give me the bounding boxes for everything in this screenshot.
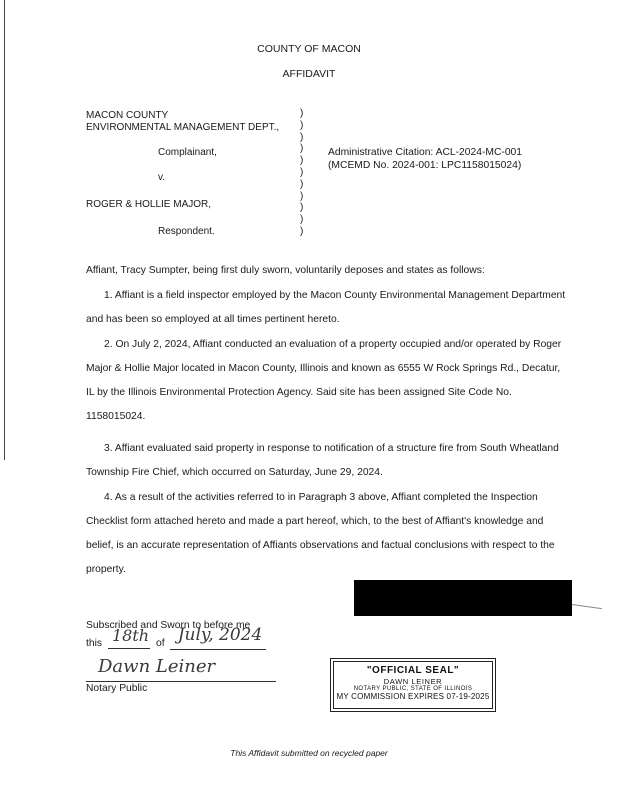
redacted-signature-block [354, 580, 572, 616]
handwritten-day: 18th [112, 626, 150, 645]
caption-paren: ) [300, 202, 304, 214]
recycled-paper-note: This Affidavit submitted on recycled paper [230, 748, 388, 758]
county-heading: COUNTY OF MACON [257, 43, 361, 55]
caption-paren: ) [300, 178, 304, 190]
subscribed-sworn-text: Subscribed and Sworn to before me [86, 620, 251, 631]
signature-line-tail [572, 604, 602, 609]
caption-paren: ) [300, 190, 304, 202]
this-label: this [86, 638, 103, 649]
respondent-name: ROGER & HOLLIE MAJOR, [86, 199, 212, 210]
caption-paren: ) [300, 155, 304, 167]
document-title: AFFIDAVIT [282, 68, 336, 80]
seal-title: "OFFICIAL SEAL" [366, 665, 460, 676]
notary-signature: Dawn Leiner [98, 656, 216, 677]
complainant-name-line1: MACON COUNTY [86, 110, 169, 121]
official-seal-stamp [330, 658, 496, 712]
seal-expiration: MY COMMISSION EXPIRES 07-19-2025 [336, 692, 490, 701]
versus-label: v. [158, 172, 166, 183]
caption-paren: ) [300, 108, 304, 119]
day-underline [108, 648, 150, 649]
caption-paren: ) [300, 214, 304, 226]
paragraph-3: 3. Affiant evaluated said property in response to notification of a structure fire from South Wheatland Township Fire Chief, which occurred on Saturday, June 29, 2024. [86, 443, 559, 478]
caption-paren: ) [300, 119, 304, 131]
caption-paren: ) [300, 166, 304, 178]
complainant-label: Complainant, [158, 147, 217, 158]
intro-paragraph: Affiant, Tracy Sumpter, being first duly sworn, voluntarily deposes and states as follows: [86, 265, 485, 276]
caption-paren: ) [300, 131, 304, 143]
respondent-label: Respondent. [158, 226, 215, 237]
citation-number: Administrative Citation: ACL-2024-MC-001 [328, 147, 523, 158]
complainant-name-line2: ENVIRONMENTAL MANAGEMENT DEPT., [86, 122, 280, 133]
handwritten-month-year: July, 2024 [177, 625, 263, 645]
notary-signature-line [86, 681, 276, 682]
caption-paren-column [300, 108, 303, 238]
notary-public-label: Notary Public [86, 683, 148, 694]
seal-state-line: NOTARY PUBLIC, STATE OF ILLINOIS [353, 686, 473, 692]
of-label: of [156, 638, 165, 649]
citation-reference: (MCEMD No. 2024-001: LPC1158015024) [328, 160, 522, 171]
paragraph-2: 2. On July 2, 2024, Affiant conducted an evaluation of a property occupied and/or operated by Roger Major & Hollie Major located in Macon County, Illinois and known as 6555 W Rock Springs Rd., Decatur, IL by the Illinois Environmental Protection Agency. Said site has been assigned Site Code No. 1158015024. [86, 339, 562, 422]
month-underline [170, 649, 266, 650]
seal-notary-name: DAWN LEINER [383, 677, 443, 686]
caption-paren: ) [300, 225, 304, 237]
caption-paren: ) [300, 143, 304, 155]
paragraph-1: 1. Affiant is a field inspector employed by the Macon County Environmental Management Department and has been so employed at all times pertinent hereto. [86, 290, 566, 325]
paragraph-4: 4. As a result of the activities referred to in Paragraph 3 above, Affiant completed the Inspection Checklist form attached hereto and made a part hereof, which, to the best of Affiant's knowledge and belief, is an accurate representation of Affiants observations and factual conclusions with respect to the property. [86, 492, 555, 575]
